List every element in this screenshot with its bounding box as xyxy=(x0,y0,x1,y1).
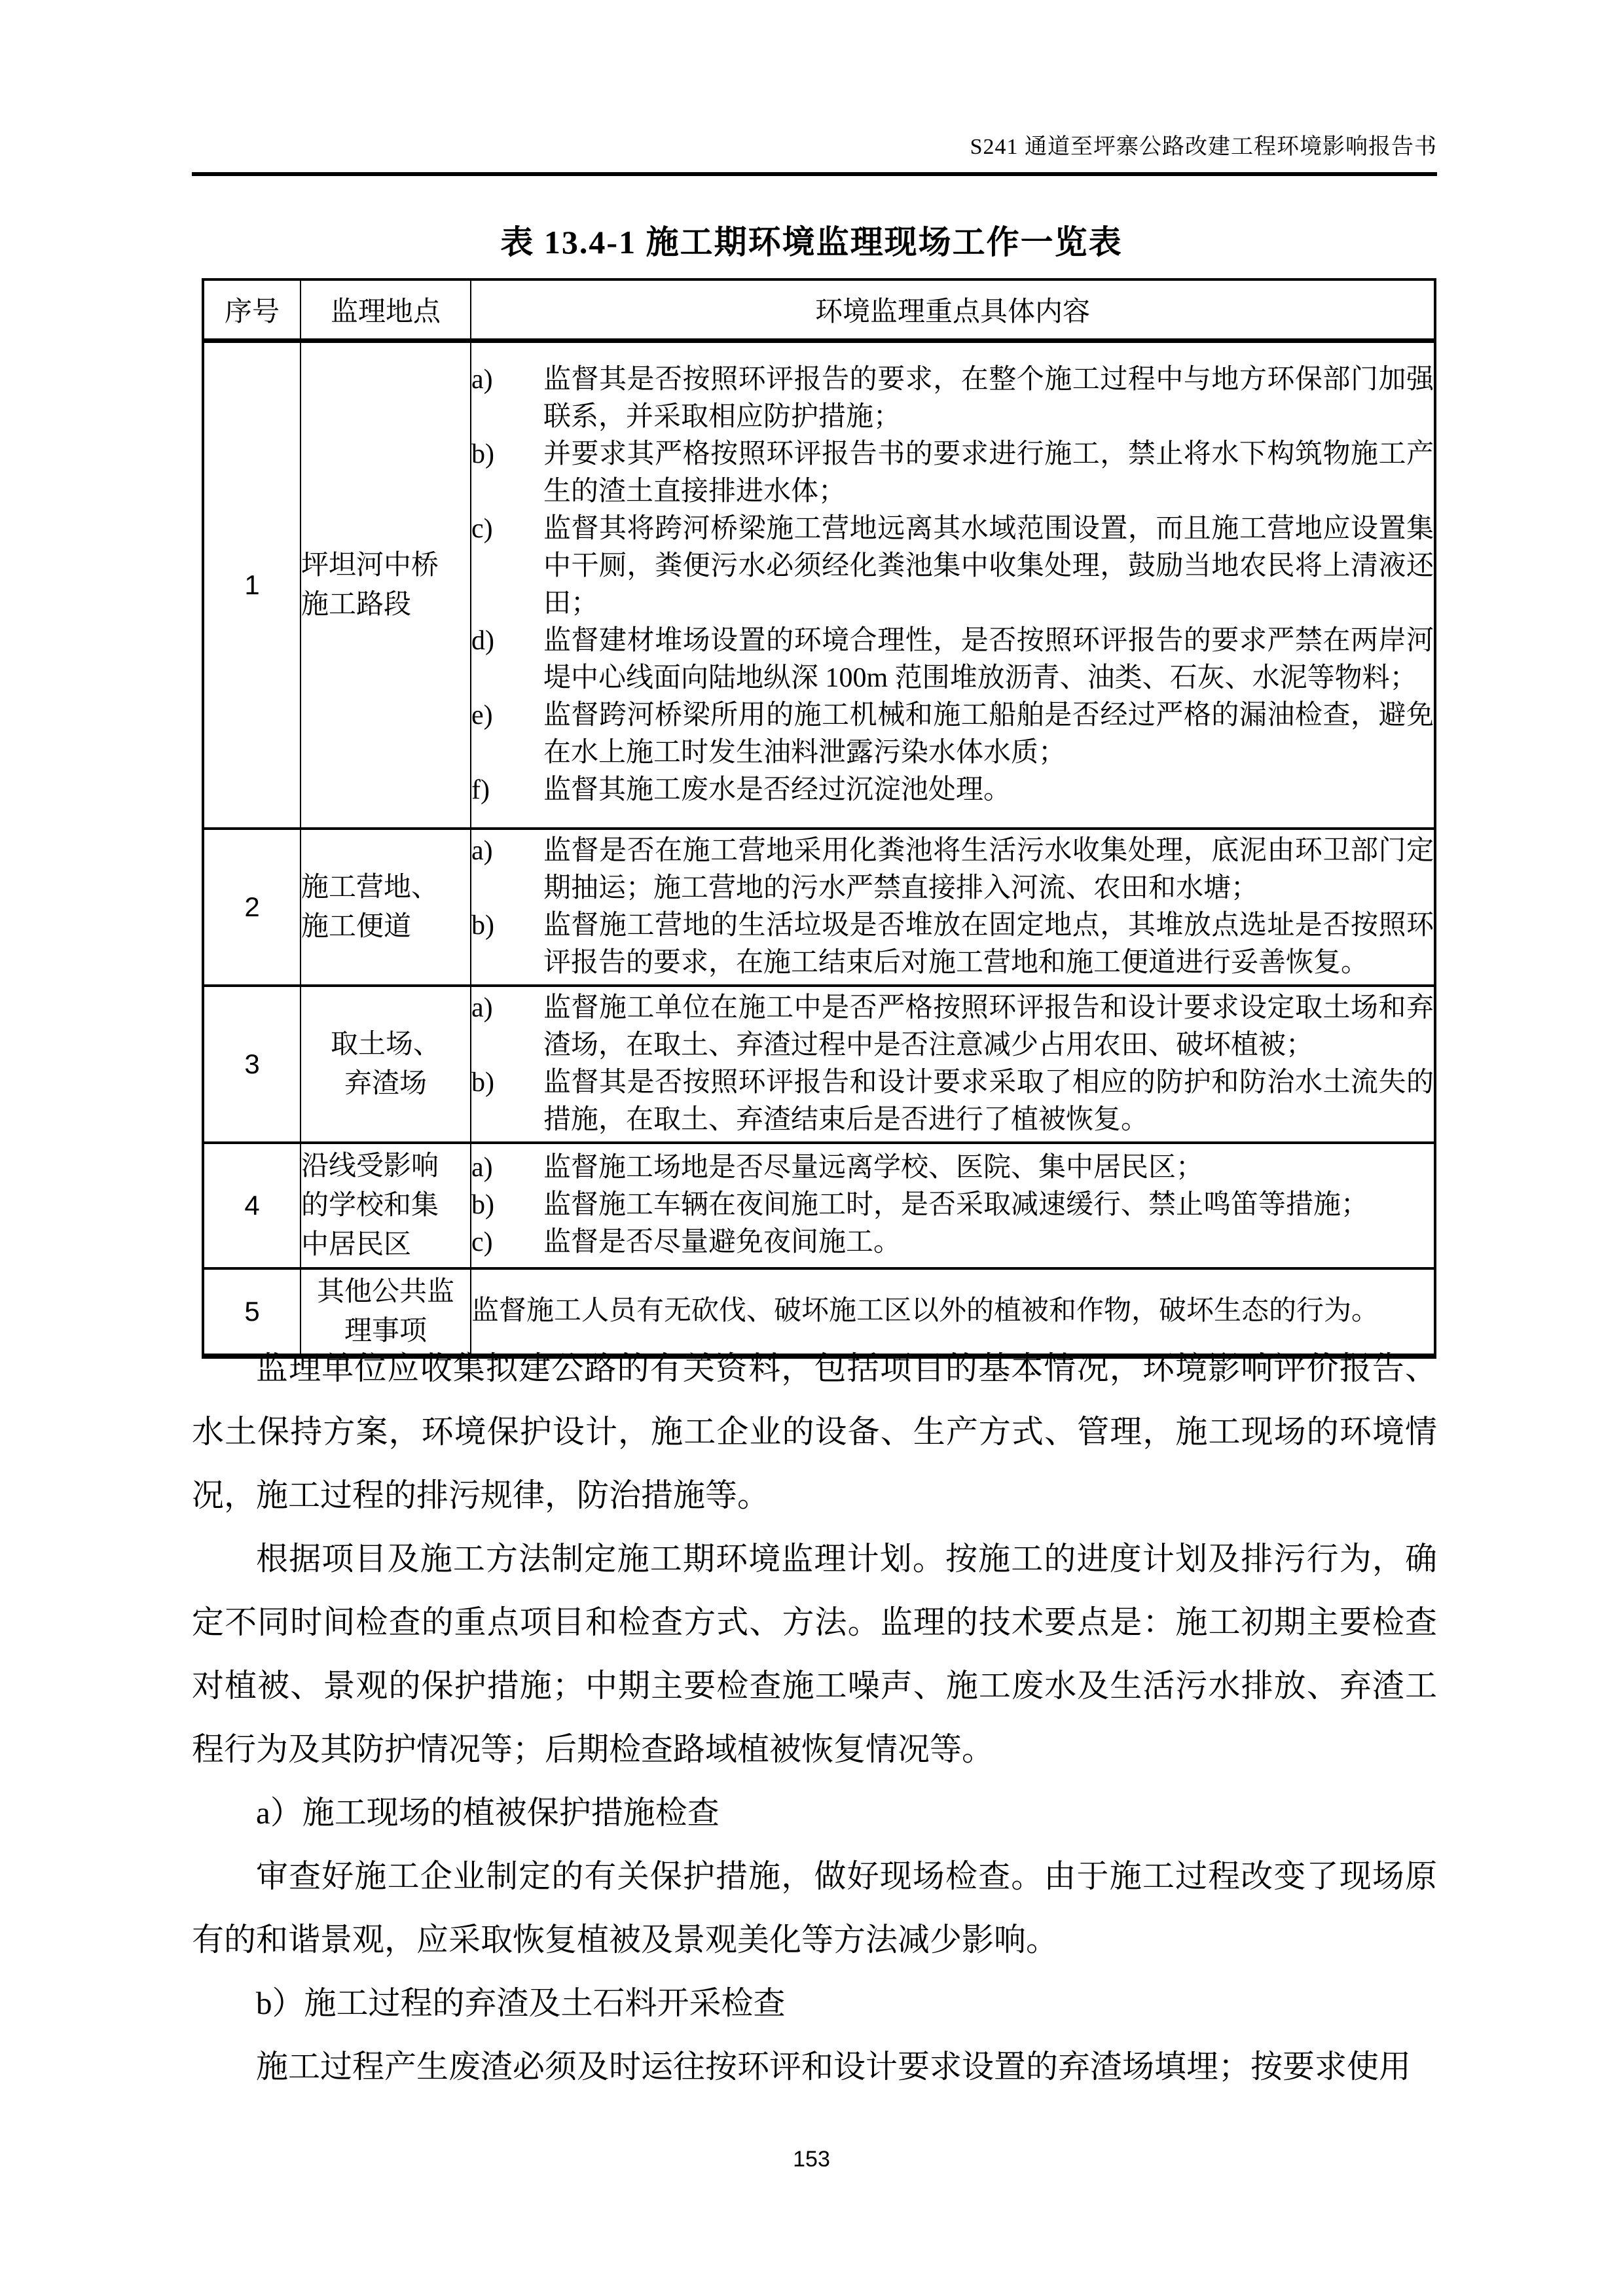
list-item xyxy=(471,907,1434,982)
list-item xyxy=(471,436,1434,511)
list-item xyxy=(471,990,1434,1064)
list-item xyxy=(471,697,1434,772)
body-text xyxy=(192,1336,1437,2098)
row-number: 5 xyxy=(203,1268,301,1356)
item-text: 监督施工场地是否尽量远离学校、医院、集中居民区； xyxy=(543,1153,1204,1183)
row-content xyxy=(471,1143,1435,1268)
row-number: 4 xyxy=(203,1143,301,1268)
row-number: 3 xyxy=(203,986,301,1143)
location-line: 其他公共监 xyxy=(316,1276,454,1307)
location-line: 弃渣场 xyxy=(344,1068,427,1099)
item-text: 监督施工营地的生活垃圾是否堆放在固定地点，其堆放点选址是否按照环评报告的要求，在施工结束后对施工营地和施工便道进行妥善恢复。 xyxy=(543,910,1434,978)
item-marker: a) xyxy=(471,1153,493,1183)
item-text: 监督建材堆场设置的环境合理性，是否按照环评报告的要求严禁在两岸河堤中心线面向陆地纵深 100m 范围堆放沥青、油类、石灰、水泥等物料； xyxy=(543,625,1434,693)
location-line: 施工路段 xyxy=(301,589,412,620)
item-marker: f) xyxy=(471,774,490,805)
item-marker: a) xyxy=(471,835,493,866)
item-text: 监督其是否按照环评报告和设计要求采取了相应的防护和防治水土流失的措施，在取土、弃渣结束后是否进行了植被恢复。 xyxy=(543,1067,1434,1135)
row-number: 1 xyxy=(203,341,301,829)
row-location xyxy=(301,829,471,986)
paragraph: 监理单位应收集拟建公路的有关资料，包括项目的基本情况，环境影响评价报告、水土保持方案，环境保护设计，施工企业的设备、生产方式、管理，施工现场的环境情况，施工过程的排污规律，防治措施等。 xyxy=(192,1350,1437,1513)
list-item xyxy=(471,1064,1434,1139)
location-line: 坪坦河中桥 xyxy=(301,550,439,581)
paragraph: b）施工过程的弃渣及土石料开采检查 xyxy=(256,1985,786,2021)
list-item xyxy=(471,622,1434,697)
table-row xyxy=(203,829,1435,986)
row-location xyxy=(301,986,471,1143)
paragraph: 审查好施工企业制定的有关保护措施，做好现场检查。由于施工过程改变了现场原有的和谐景观，应采取恢复植被及景观美化等方法减少影响。 xyxy=(192,1858,1437,1958)
location-line: 施工营地、 xyxy=(301,872,439,903)
row-content xyxy=(471,829,1435,986)
list-item xyxy=(471,833,1434,907)
list-item xyxy=(471,361,1434,436)
list-item xyxy=(471,1224,1434,1261)
item-marker: a) xyxy=(471,992,493,1023)
table-row xyxy=(203,986,1435,1143)
item-marker: b) xyxy=(471,910,494,941)
item-text: 监督跨河桥梁所用的施工机械和施工船舶是否经过严格的漏油检查，避免在水上施工时发生油料泄露污染水体水质； xyxy=(543,700,1434,768)
location-line: 取土场、 xyxy=(330,1029,441,1060)
item-marker: c) xyxy=(471,513,493,544)
item-marker: a) xyxy=(471,364,493,395)
list-item xyxy=(471,772,1434,809)
table-row xyxy=(203,1143,1435,1268)
item-marker: b) xyxy=(471,1067,494,1098)
item-text: 监督其将跨河桥梁施工营地远离其水域范围设置，而且施工营地应设置集中干厕，粪便污水必须经化粪池集中收集处理，鼓励当地农民将上清液还田； xyxy=(543,513,1434,619)
item-text: 监督施工人员有无砍伐、破坏施工区以外的植被和作物，破坏生态的行为。 xyxy=(471,1296,1379,1326)
item-text: 并要求其严格按照环评报告书的要求进行施工，禁止将水下构筑物施工产生的渣土直接排进水体； xyxy=(543,439,1434,507)
item-text: 监督是否尽量避免夜间施工。 xyxy=(543,1227,902,1257)
item-text: 监督施工车辆在夜间施工时，是否采取减速缓行、禁止鸣笛等措施； xyxy=(543,1190,1369,1220)
table-caption: 表 13.4-1 施工期环境监理现场工作一览表 xyxy=(500,224,1123,260)
page-number: 153 xyxy=(793,2147,830,2172)
table-row xyxy=(203,341,1435,829)
paragraph: 施工过程产生废渣必须及时运往按环评和设计要求设置的弃渣场填埋；按要求使用 xyxy=(256,2049,1412,2085)
item-text: 监督其是否按照环评报告的要求，在整个施工过程中与地方环保部门加强联系，并采取相应防护措施； xyxy=(543,364,1434,432)
location-line: 沿线受影响 xyxy=(301,1151,439,1181)
location-line: 施工便道 xyxy=(301,911,412,942)
paragraph: a）施工现场的植被保护措施检查 xyxy=(256,1795,720,1831)
row-location xyxy=(301,341,471,829)
header-rule xyxy=(192,172,1437,176)
monitoring-table xyxy=(202,278,1436,1359)
row-number: 2 xyxy=(203,829,301,986)
location-line: 理事项 xyxy=(344,1316,427,1346)
col-header-no: 序号 xyxy=(203,279,301,341)
col-header-location: 监理地点 xyxy=(301,279,471,341)
item-text: 监督施工单位在施工中是否严格按照环评报告和设计要求设定取土场和弃渣场，在取土、弃渣过程中是否注意减少占用农田、破坏植被； xyxy=(543,992,1434,1060)
paragraph: 根据项目及施工方法制定施工期环境监理计划。按施工的进度计划及排污行为，确定不同时间检查的重点项目和检查方式、方法。监理的技术要点是：施工初期主要检查对植被、景观的保护措施；中期主要检查施工噪声、施工废水及生活污水排放、弃渣工程行为及其防护情况等；后期检查路域植被恢复情况等。 xyxy=(192,1541,1437,1767)
list-item xyxy=(471,1187,1434,1224)
location-line: 中居民区 xyxy=(301,1229,412,1260)
list-item xyxy=(471,1149,1434,1187)
item-marker: e) xyxy=(471,700,493,730)
item-text: 监督其施工废水是否经过沉淀池处理。 xyxy=(543,774,1012,805)
item-marker: c) xyxy=(471,1227,493,1257)
table-header-row xyxy=(203,279,1435,341)
row-content xyxy=(471,341,1435,829)
doc-header-title: S241 通道至坪寨公路改建工程环境影响报告书 xyxy=(970,135,1437,159)
item-marker: b) xyxy=(471,1190,494,1220)
item-marker: d) xyxy=(471,625,494,656)
col-header-content: 环境监理重点具体内容 xyxy=(471,279,1435,341)
row-content xyxy=(471,986,1435,1143)
location-line: 的学校和集 xyxy=(301,1190,439,1221)
item-marker: b) xyxy=(471,439,494,469)
list-item xyxy=(471,511,1434,622)
row-location xyxy=(301,1143,471,1268)
item-text: 监督是否在施工营地采用化粪池将生活污水收集处理，底泥由环卫部门定期抽运；施工营地的污水严禁直接排入河流、农田和水塘； xyxy=(543,835,1434,903)
